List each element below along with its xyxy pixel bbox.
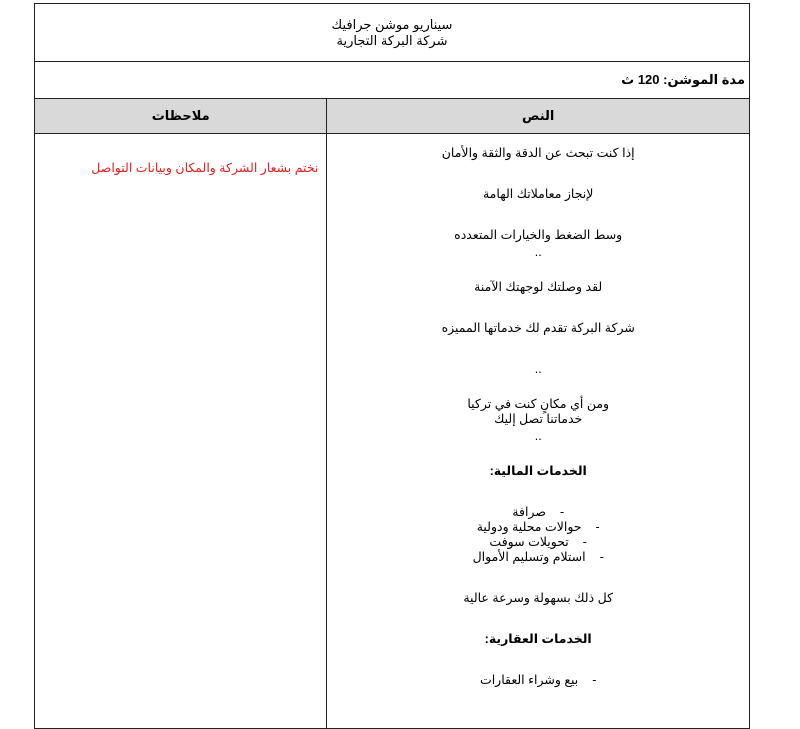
list-item <box>327 520 749 535</box>
list-item <box>327 535 749 550</box>
script-line: كل ذلك بسهولة وسرعة عالية <box>463 591 614 605</box>
script-table <box>34 3 750 729</box>
list-item-text: استلام وتسليم الأموال <box>472 550 586 564</box>
bullet-dash: - <box>582 535 587 549</box>
text-column-header: النص <box>327 99 750 134</box>
script-line: شركة البركة تقدم لك خدماتها المميزه <box>441 321 635 335</box>
real-estate-services-heading: الخدمات العقارية: <box>484 632 592 646</box>
list-item-text: تحويلات سوفت <box>489 535 569 549</box>
financial-services-heading: الخدمات المالية: <box>489 464 587 478</box>
bullet-dash: - <box>599 550 604 564</box>
ending-note: نختم بشعار الشركة والمكان وبيانات التواصل <box>91 161 319 175</box>
document-page <box>34 3 750 729</box>
list-item <box>327 550 749 565</box>
duration-label: مدة الموشن: 120 ث <box>621 72 745 87</box>
text-cell <box>327 134 750 729</box>
list-item-text: صرافة <box>512 505 546 519</box>
script-line: خدماتنا تصل إليك <box>494 412 583 426</box>
script-line: لإنجاز معاملاتك الهامة <box>482 187 594 201</box>
bullet-dash: - <box>559 505 565 519</box>
company-name: شركة البركة التجارية <box>336 32 448 48</box>
list-item <box>327 673 749 688</box>
dots-separator: .. <box>534 245 542 259</box>
list-item-text: بيع وشراء العقارات <box>479 673 579 687</box>
list-item <box>327 505 749 520</box>
financial-services-list <box>327 505 749 565</box>
document-title: سيناريو موشن جرافيك <box>331 16 453 32</box>
notes-column-header: ملاحظات <box>35 99 327 134</box>
bullet-dash: - <box>595 520 600 534</box>
title-cell <box>35 4 750 62</box>
duration-cell <box>35 62 750 99</box>
dots-separator: .. <box>534 429 542 443</box>
notes-cell <box>35 134 327 729</box>
dots-separator: .. <box>534 362 542 376</box>
script-line: وسط الضغط والخيارات المتعدده <box>454 228 623 242</box>
script-line: لقد وصلتك لوجهتك الآمنة <box>474 280 603 294</box>
bullet-dash: - <box>592 673 597 687</box>
list-item-text: حوالات محلية ودولية <box>476 520 582 534</box>
script-line: إذا كنت تبحث عن الدقة والثقة والأمان <box>441 146 635 160</box>
script-line: ومن أي مكانٍ كنت في تركيا <box>467 397 610 411</box>
